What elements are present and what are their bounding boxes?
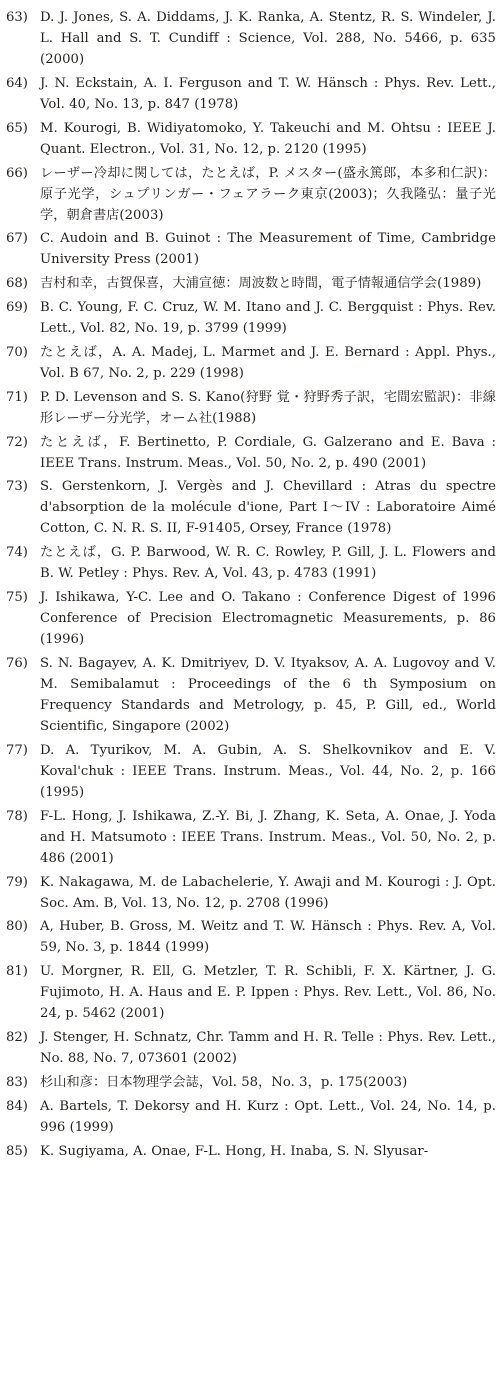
- reference-number: 81): [6, 964, 28, 980]
- reference-number: 63): [6, 10, 28, 25]
- reference-number: 64): [6, 75, 28, 91]
- reference-item: [0, 476, 496, 539]
- reference-item: [0, 273, 496, 294]
- reference-text: C. Audoin and B. Guinot : The Measurement of Time, Cambridge University Press (2001): [40, 231, 496, 268]
- reference-number: 79): [6, 874, 28, 890]
- reference-number: 65): [6, 120, 28, 136]
- reference-text: J. N. Eckstain, A. I. Ferguson and T. W. Hänsch : Phys. Rev. Lett., Vol. 40, No. 13, p. 847 (1978): [40, 75, 496, 112]
- reference-text: たとえば，A. A. Madej, L. Marmet and J. E. Bernard : Appl. Phys., Vol. B 67, No. 2, p. 229 (1998): [40, 344, 496, 381]
- reference-number: 75): [6, 590, 28, 606]
- reference-text: S. Gerstenkorn, J. Vergès and J. Chevillard : Atras du spectre d'absorption de la molécule d'ione, Part I～IV : Laboratoire Aimé Cotton, C. N. R. S. II, F-91405, Orsey, France (1978): [40, 479, 496, 537]
- reference-text: F-L. Hong, J. Ishikawa, Z.-Y. Bi, J. Zhang, K. Seta, A. Onae, J. Yoda and H. Matsumoto : IEEE Trans. Instrum. Meas., Vol. 50, No. 2, p. 486 (2001): [40, 808, 496, 866]
- reference-text: M. Kourogi, B. Widiyatomoko, Y. Takeuchi and M. Ohtsu : IEEE J. Quant. Electron., Vol. 31, No. 12, p. 2120 (1995): [40, 120, 496, 157]
- reference-text: たとえば，G. P. Barwood, W. R. C. Rowley, P. Gill, J. L. Flowers and B. W. Petley : Phys. Rev. A, Vol. 43, p. 4783 (1991): [40, 545, 496, 582]
- reference-item: [0, 1141, 496, 1162]
- reference-number: 71): [6, 389, 28, 405]
- reference-item: [0, 1027, 496, 1069]
- reference-number: 69): [6, 300, 28, 316]
- reference-text: D. A. Tyurikov, M. A. Gubin, A. S. Shelkovnikov and E. V. Koval'chuk : IEEE Trans. Instrum. Meas., Vol. 44, No. 2, p. 166 (1995): [40, 742, 496, 800]
- reference-text: P. D. Levenson and S. S. Kano(狩野 覚・狩野秀子訳，宅間宏監訳)：非線形レーザー分光学，オーム社(1988): [40, 389, 496, 426]
- reference-item: [0, 163, 496, 226]
- reference-text: 吉村和幸，古賀保喜，大浦宣徳：周波数と時間，電子情報通信学会(1989): [40, 276, 482, 292]
- reference-item: [0, 118, 496, 160]
- reference-item: [0, 297, 496, 339]
- reference-number: 76): [6, 655, 28, 671]
- reference-item: [0, 916, 496, 958]
- reference-item: [0, 740, 496, 803]
- reference-item: [0, 7, 496, 70]
- reference-number: 80): [6, 919, 28, 935]
- reference-text: U. Morgner, R. Ell, G. Metzler, T. R. Schibli, F. X. Kärtner, J. G. Fujimoto, H. A. Haus and E. P. Ippen : Phys. Rev. Lett., Vol. 86, No. 24, p. 5462 (2001): [40, 964, 496, 1022]
- reference-number: 68): [6, 276, 28, 292]
- reference-item: [0, 1096, 496, 1138]
- reference-number: 83): [6, 1074, 28, 1090]
- reference-item: [0, 228, 496, 270]
- reference-number: 70): [6, 344, 28, 360]
- reference-item: [0, 1072, 496, 1093]
- reference-item: [0, 342, 496, 384]
- reference-number: 82): [6, 1030, 28, 1046]
- reference-number: 78): [6, 808, 28, 824]
- reference-item: [0, 806, 496, 869]
- reference-text: 杉山和彦：日本物理学会誌，Vol. 58，No. 3，p. 175(2003): [40, 1074, 408, 1090]
- reference-text: J. Stenger, H. Schnatz, Chr. Tamm and H. R. Telle : Phys. Rev. Lett., No. 88, No. 7, 073601 (2002): [40, 1030, 496, 1067]
- reference-text: たとえば，F. Bertinetto, P. Cordiale, G. Galzerano and E. Bava : IEEE Trans. Instrum. Meas., Vol. 50, No. 2, p. 490 (2001): [40, 434, 496, 471]
- reference-text: S. N. Bagayev, A. K. Dmitriyev, D. V. Ityaksov, A. A. Lugovoy and V. M. Semibalamut : Proceedings of the 6 th Symposium on Frequency Standards and Metrology, p. 45, P. Gill, ed., World Scientific, Singapore (2002): [40, 655, 496, 734]
- reference-item: [0, 73, 496, 115]
- reference-item: [0, 542, 496, 584]
- reference-number: 66): [6, 165, 28, 181]
- reference-text: レーザー冷却に関しては，たとえば，P. メスター(盛永篤郎，本多和仁訳)：原子光学，シュプリンガー・フェアラーク東京(2003)；久我隆弘：量子光学，朝倉書店(2003): [40, 165, 496, 223]
- reference-number: 72): [6, 434, 28, 450]
- reference-text: B. C. Young, F. C. Cruz, W. M. Itano and J. C. Bergquist : Phys. Rev. Lett., Vol. 82, No. 19, p. 3799 (1999): [40, 300, 496, 337]
- reference-number: 84): [6, 1098, 28, 1114]
- reference-text: K. Nakagawa, M. de Labachelerie, Y. Awaji and M. Kourogi : J. Opt. Soc. Am. B, Vol. 13, No. 12, p. 2708 (1996): [40, 874, 496, 911]
- reference-text: K. Sugiyama, A. Onae, F-L. Hong, H. Inaba, S. N. Slyusar-: [40, 1143, 429, 1159]
- reference-number: 77): [6, 742, 28, 758]
- reference-number: 73): [6, 479, 28, 495]
- reference-text: D. J. Jones, S. A. Diddams, J. K. Ranka, A. Stentz, R. S. Windeler, J. L. Hall and S. T. Cundiff : Science, Vol. 288, No. 5466, p. 635 (2000): [40, 10, 496, 67]
- reference-item: [0, 432, 496, 474]
- reference-item: [0, 961, 496, 1024]
- reference-item: [0, 872, 496, 914]
- reference-number: 74): [6, 545, 28, 561]
- reference-text: A. Bartels, T. Dekorsy and H. Kurz : Opt. Lett., Vol. 24, No. 14, p. 996 (1999): [40, 1098, 496, 1135]
- reference-text: A, Huber, B. Gross, M. Weitz and T. W. Hänsch : Phys. Rev. A, Vol. 59, No. 3, p. 1844 (1999): [40, 919, 496, 956]
- reference-number: 85): [6, 1143, 28, 1159]
- reference-item: [0, 587, 496, 650]
- reference-item: [0, 653, 496, 737]
- reference-number: 67): [6, 231, 28, 247]
- reference-list: [0, 7, 496, 1162]
- reference-item: [0, 387, 496, 429]
- reference-text: J. Ishikawa, Y-C. Lee and O. Takano : Conference Digest of 1996 Conference of Precision Electromagnetic Measurements, p. 86 (1996): [40, 590, 496, 648]
